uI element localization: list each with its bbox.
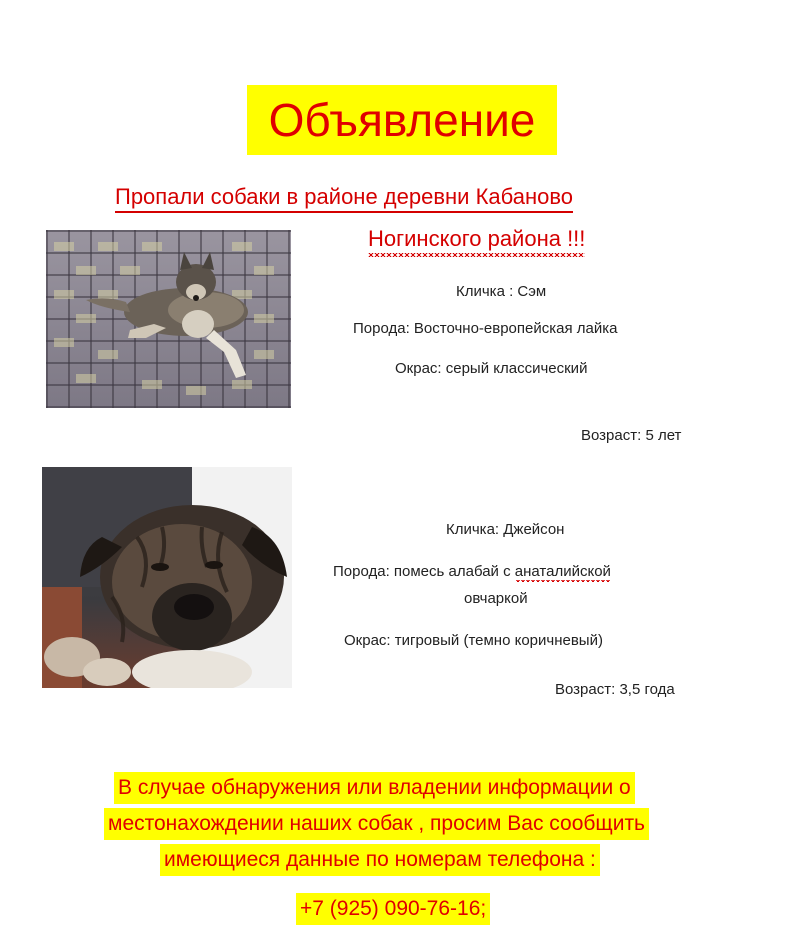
announcement-title: Объявление (247, 85, 557, 155)
dog2-breed-line2: овчаркой (464, 590, 528, 607)
dog1-breed: Порода: Восточно-европейская лайка (353, 320, 618, 337)
dog1-age: Возраст: 5 лет (581, 427, 682, 444)
propala-watermark (685, 879, 784, 905)
headline-line2: Ногинского района !!! (368, 226, 586, 251)
dog1-color: Окрас: серый классический (395, 360, 588, 377)
watermark-title: Propala.org (715, 882, 783, 896)
paw-logo-icon: ✦ (685, 879, 711, 905)
dog1-name: Кличка : Сэм (456, 283, 547, 300)
dog2-photo (42, 467, 292, 688)
dog2-name: Кличка: Джейсон (446, 521, 565, 538)
headline-line1: Пропали собаки в районе деревни Кабаново (115, 184, 574, 209)
watermark-subtitle: сервис поиска животных (715, 896, 784, 902)
district-headline (368, 226, 585, 252)
appeal-line1: В случае обнаружения или владении информации о (114, 772, 635, 804)
dog2-breed-underlined-word (515, 563, 611, 580)
headline-underline (115, 211, 573, 213)
appeal-line2: местонахождении наших собак , просим Вас сообщить (104, 808, 649, 840)
spellcheck-underline (368, 253, 585, 257)
dog2-color: Окрас: тигровый (темно коричневый) (344, 632, 603, 649)
lost-dogs-headline (115, 184, 573, 210)
phone-number: +7 (925) 090-76-16; (296, 893, 490, 925)
spellcheck-underline (515, 580, 611, 582)
dog2-breed (333, 563, 611, 580)
appeal-line3: имеющиеся данные по номерам телефона : (160, 844, 600, 876)
dog1-photo (46, 230, 291, 408)
dog2-age: Возраст: 3,5 года (555, 681, 675, 698)
dog2-breed-text: Порода: помесь алабай с (333, 563, 515, 580)
dog2-breed-underlined-text: анаталийской (514, 563, 611, 580)
